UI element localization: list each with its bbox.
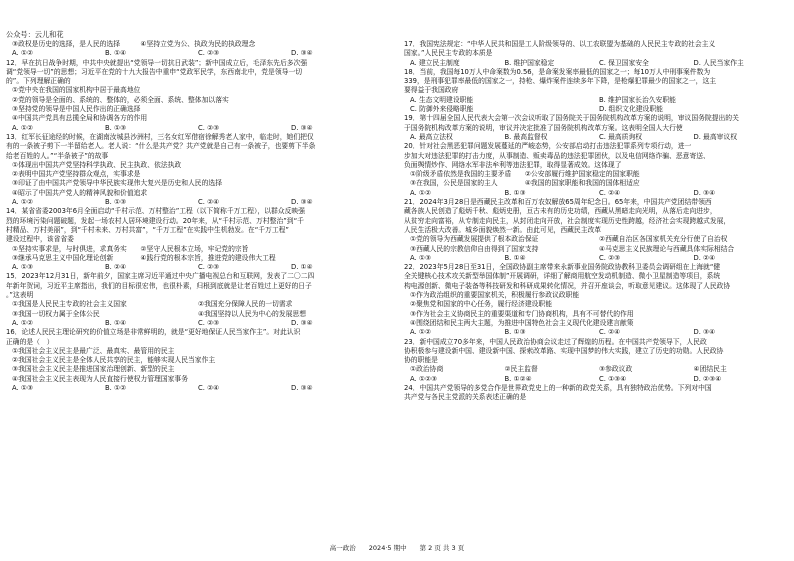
question-text-line: 人民生活极大改善。城乡面貌焕然一新。由此可见，西藏民主改革: [404, 225, 602, 234]
answer-option: D. ③④: [693, 328, 716, 337]
answer-option: C. ②④: [599, 188, 621, 197]
question-text-line: 协积极参与建设新中国、建设新中国、探索改革路、实现中国梦的伟大实践，建立了历史的功勋。人民政协: [404, 346, 724, 355]
question-text-line: ④昭示了中国共产党人的精神风貌和价值追求: [12, 188, 148, 197]
answer-options-row: [6, 263, 384, 272]
question-text-line: 国家。”人民民主专政的本质是: [404, 49, 493, 58]
question-text-line: ②聚焦党和国家的中心任务，履行经济建设职能: [410, 300, 553, 309]
question-text-line: ④中国共产党具有总揽全局和协调各方的作用: [12, 114, 148, 123]
question-text-line: 22．2023年5月28日至31日，全国政协副主席带来永新事业国务院政协教科卫委员会调研组在上海就“健: [404, 263, 721, 272]
question-text-line: ①阶级矛盾依然是我国的主要矛盾 ②公安部履行维护国家稳定的国家职能: [410, 170, 640, 179]
question-text-line: 年新年贺词，习近平主席指出，我们的目标很宏伟，也很朴素，归根到底就是让老百姓过上更好的日子: [6, 281, 312, 290]
question-text-line: 正确的是（ ）: [6, 337, 54, 346]
page-header: 公众号：云儿和花: [6, 30, 64, 39]
answer-options-row: [404, 96, 788, 105]
answer-option: B. ①③: [504, 328, 526, 337]
question-text-line: 13．红军长征途经的时候，在湖南汝城县沙洲村，三名女红军借宿徐解秀老人家中，临走时，她们把仅: [6, 132, 314, 141]
question-text-line: 21．2024年3月28日是西藏民主改革和百万农奴解放65周年纪念日。65年来，中国共产党团结带领西: [404, 198, 712, 207]
answer-option: C. ②④: [198, 198, 220, 207]
answer-options-row: [6, 300, 384, 309]
answer-option: D. ②③④: [693, 374, 722, 383]
answer-option: ④马克思主义民族理论与西藏具体实际相结合: [599, 244, 735, 253]
answer-option: A. 最高立法权: [410, 132, 453, 141]
answer-options-row: [6, 310, 384, 319]
answer-option: A. ①②: [410, 188, 432, 197]
answer-options-row: [404, 189, 788, 198]
answer-option: A. ①③: [12, 383, 34, 392]
question-text-line: 于国务院机构改革方案的说明，审议并决定批准了国务院机构改革方案。这表明全国人大行使: [404, 123, 683, 132]
question-text-line: ①作为政治组织的重要国家机关，积极履行参政议政职能: [410, 291, 580, 300]
question-text-line: ③印证了由中国共产党领导中华民族实现伟大复兴是历史和人民的选择: [12, 179, 222, 188]
answer-option: ②民主监督: [504, 365, 538, 374]
answer-option: C. 保卫国家安全: [599, 58, 649, 67]
answer-option: D. ③④: [693, 188, 716, 197]
answer-option: A. ①③: [12, 263, 34, 272]
answer-option: B. 维护国家稳定: [504, 58, 555, 67]
answer-option: B. ①②: [105, 383, 127, 392]
question-text-line: ③作为社会主义协商民主的重要渠道和专门协商机构，具有不可替代的作用: [410, 309, 634, 318]
answer-option: A. 生态文明建设职能: [410, 95, 474, 104]
answer-option: A. 建立民主制度: [410, 58, 460, 67]
question-text-line: 的”。下列理解正确的: [6, 77, 71, 86]
answer-option: ①我国是人民民主专政的社会主义国家: [12, 300, 127, 309]
answer-option: B. ①④: [504, 253, 526, 262]
answer-option: B. ①③: [105, 123, 127, 132]
question-text-line: 建设过程中，该省省委: [6, 235, 74, 244]
question-text-line: 要得益于我国政府: [404, 86, 459, 95]
question-text-line: 协的职能是: [404, 356, 438, 365]
answer-option: D. ③④: [291, 198, 313, 207]
answer-option: C. ②③: [198, 49, 220, 58]
answer-option: A. ①②: [12, 49, 34, 58]
answer-option: C. ②③: [198, 263, 220, 272]
question-text-line: ③我国社会主义民主是推进国家治理创新、新型的民主: [12, 365, 175, 374]
answer-option: ④我国坚持以人民为中心的发展思想: [198, 309, 307, 318]
answer-option: D. ③④: [291, 318, 313, 327]
question-text-line: 339，是刑事犯罪率最低的国家之一，持枪、爆炸案件连续多年下降，是枪爆犯罪最少的国家之一，这主: [404, 77, 717, 86]
left-column: [6, 40, 384, 393]
question-text-line: ③继承马克思主义中国化理论创新 ④践行党的根本宗旨，推进党的建设伟大工程: [12, 253, 276, 262]
answer-option: A. ①②: [12, 318, 34, 327]
question-text-line: 14．某省省委2003年6月全面启动“千村示范、万村整治”工程（以下简称千万工程），以群众反映强: [6, 207, 305, 216]
question-text-line: 村精品、万村美丽”，到“千村未来、万村共富”，“千万工程”在实践中生机勃发。在“千万工程”: [6, 225, 289, 234]
answer-option: A. ①②: [12, 198, 34, 207]
question-text-line: ①我国社会主义民主是最广泛、最真实、最管用的民主: [12, 346, 175, 355]
answer-option: C. ②④: [599, 328, 621, 337]
question-text-line: 有的一条被子剪下一半留给老人。老人说：“什么是共产党？共产党就是自己有一条被子，也要剪下半条: [6, 142, 316, 151]
answer-option: ②我国充分保障人民的一切需求: [198, 300, 293, 309]
answer-option: D. ①④: [291, 263, 313, 272]
question-text-line: ①坚持实事求是，与时俱进，求真务实 ②坚守人民根本立场，牢记党的宗旨: [12, 244, 249, 253]
question-text-line: ②表明中国共产党坚持群众观点，实事求是: [12, 170, 141, 179]
answer-options-row: [6, 319, 384, 328]
answer-option: B. ①③: [105, 198, 127, 207]
answer-option: ③参政议政: [599, 365, 633, 374]
answer-option: C. ②④: [198, 383, 220, 392]
answer-option: C. 最高质询权: [599, 132, 643, 141]
answer-option: D. ③④: [291, 383, 313, 392]
answer-options-row: [6, 49, 384, 58]
answer-option: C. ②③: [198, 318, 220, 327]
question-text-line: 18．当前，我国每10万人中命案数为0.56，是命案发案率最低的国家之一；每10万人中刑事案件数为: [404, 67, 711, 76]
question-text-line: 烈的环境污染问题破题，发起一场农村人居环境建设行动。20年来，从“千村示范、万村整治”到“千: [6, 216, 304, 225]
question-text-line: 构电源创新、微电子装备等科技研发和科研成果转化情况，并召开座谈会，听取意见建议。这体现了人民政协: [404, 281, 731, 290]
answer-options-row: [404, 328, 788, 337]
question-text-line: 负面舆情炒作、网络水军非法牟利等违法犯罪，取得显著成效。这体现了: [404, 160, 622, 169]
answer-option: A. ①②③: [410, 374, 438, 383]
answer-option: ③西藏人民的宗教信仰自由得到了国家支持: [410, 244, 539, 253]
answer-options-row: [404, 245, 788, 254]
answer-option: D. ③④: [291, 49, 313, 58]
answer-options-row: [6, 198, 384, 207]
question-text-line: 20．针对社会黑恶犯罪问题发展蔓延的严峻态势，公安部启动打击违法犯罪系列专项行动，进一: [404, 142, 692, 151]
answer-option: B. ②④: [105, 263, 127, 272]
answer-options-row: [404, 133, 788, 142]
answer-options-row: [6, 384, 384, 393]
answer-option: A. ①②: [12, 123, 34, 132]
question-text-line: ③坚持党的领导是中国人民作出的正确选择: [12, 105, 141, 114]
answer-options-row: [6, 124, 384, 133]
question-text-line: 16．论述人民民主理论研究的价值立场是非常鲜明的，就是“更好地保证人民当家作主”。对此认识: [6, 328, 301, 337]
question-text-line: ③在我国，公民是国家的主人 ④我国的国家职能和我国的国体相适应: [410, 179, 640, 188]
answer-option: ②西藏自治区各国家机关充分行使了自治权: [599, 235, 728, 244]
question-text-line: ②我国社会主义民主是全体人民共享的民主，能够实现人民当家作主: [12, 356, 216, 365]
question-text-line: 15．2023年12月31日，新年前夕，国家主席习近平通过中央广播电视总台和互联网，发表了二〇二四: [6, 272, 315, 281]
answer-options-row: [404, 105, 788, 114]
answer-options-row: [404, 59, 788, 68]
question-text-line: 藏各族人民创造了彪炳千秋、彪炳史册，亘古未有的历史功绩，西藏从黑暗走向光明，从落后走向进步，: [404, 207, 717, 216]
question-text-line: ①党中央在我国的国家机构中居于最高地位: [12, 86, 141, 95]
question-text-line: 19．第十四届全国人民代表大会第一次会议听取了国务院关于国务院机构改革方案的说明，审议国务院提出的关: [404, 114, 739, 123]
question-text-line: 给老百姓的人。”“半条被子”的故事: [6, 151, 109, 160]
question-text-line: 从贫穷走向富裕，从专制走向民主，从封闭走向开放，社会制度实现历史性跨越，经济社会实现跨越式发展，: [404, 216, 731, 225]
answer-option: D. ③④: [291, 123, 313, 132]
answer-option: D. 组织文化建设职能: [599, 105, 663, 114]
question-text-line: 17．我国宪法规定：“中华人民共和国是工人阶级领导的、以工农联盟为基础的人民民主专政的社会主义: [404, 40, 716, 48]
answer-option: ①党的领导为西藏发展提供了根本政治保证: [410, 235, 539, 244]
answer-options-row: [404, 375, 788, 384]
answer-option: B. 最高监督权: [504, 132, 548, 141]
question-text-line: ③政权是历史的选择，是人民的选择 ④坚持立党为公、执政为民的执政理念: [12, 40, 256, 48]
answer-option: ①政治协商: [410, 365, 444, 374]
answer-option: A. ①②: [410, 328, 432, 337]
question-text-line: 调“党领导一切”的思想；习近平在党的十九大报告中重申“党政军民学，东西南北中，党是领导一切: [6, 67, 303, 76]
right-column: [404, 40, 788, 403]
question-text-line: 共产党与各民主党派的关系表述正确的是: [404, 393, 527, 402]
answer-options-row: [404, 365, 788, 374]
question-text-line: 全关键核心技术攻关新型举国体制”开展调研，详细了解商用航空发动机制造、微小卫星制造等项目，系统: [404, 272, 721, 281]
answer-option: B. ①②④: [504, 374, 532, 383]
page-footer: 高一政治 2024·5 期中 第 2 页 共 3 页: [329, 544, 465, 552]
question-text-line: 。”这表明: [6, 291, 34, 300]
question-text-line: ①体现出中国共产党坚持科学执政、民主执政、依法执政: [12, 160, 182, 169]
answer-option: C. ②③: [599, 253, 621, 262]
question-text-line: ④我国社会主义民主表现为人民直接行使权力管理国家事务: [12, 374, 189, 383]
question-text-line: ②党的领导是全面的、系统的、整体的，必须全面、系统、整体加以落实: [12, 95, 229, 104]
answer-option: D. 最高审议权: [693, 132, 738, 141]
question-text-line: 24．中国共产党领导的多党合作是世界政党史上的一种新的政党关系，具有独特政治优势。下列对中国: [404, 383, 712, 392]
answer-option: A. ①③: [410, 253, 432, 262]
answer-option: B. ①③: [504, 188, 526, 197]
answer-option: C. 防御外来侵略职能: [410, 105, 474, 114]
question-text-line: 步加大对违法犯罪的打击力度，从事制造、贩卖毒品的违法犯罪团伙，以及电信网络诈骗、恶意寄送、: [404, 151, 710, 160]
answer-option: ③我国一切权力属于全体公民: [12, 309, 100, 318]
answer-option: B. ①④: [105, 318, 127, 327]
answer-option: C. ①③④: [599, 374, 627, 383]
question-text-line: 23．新中国成立70多年来，中国人民政治协商会议走过了辉煌的历程。在中国共产党领导下，人民政: [404, 337, 707, 346]
answer-option: B. 维护国家长治久安职能: [599, 95, 676, 104]
answer-option: C. ②③: [198, 123, 220, 132]
question-text-line: 12．早在抗日战争时期，中共中央就提出“党领导一切抗日武装”；新中国成立后，毛泽东先后多次强: [6, 58, 308, 67]
answer-option: ④团结民主: [693, 365, 727, 374]
answer-option: B. ①④: [105, 49, 127, 58]
answer-options-row: [404, 254, 788, 263]
answer-option: D. 人民当家作主: [693, 58, 744, 67]
answer-options-row: [404, 235, 788, 244]
question-text-line: ④围绕团结和民主两大主题，为推进中国特色社会主义现代化建设建言献策: [410, 318, 634, 327]
answer-option: D. ②④: [693, 253, 716, 262]
